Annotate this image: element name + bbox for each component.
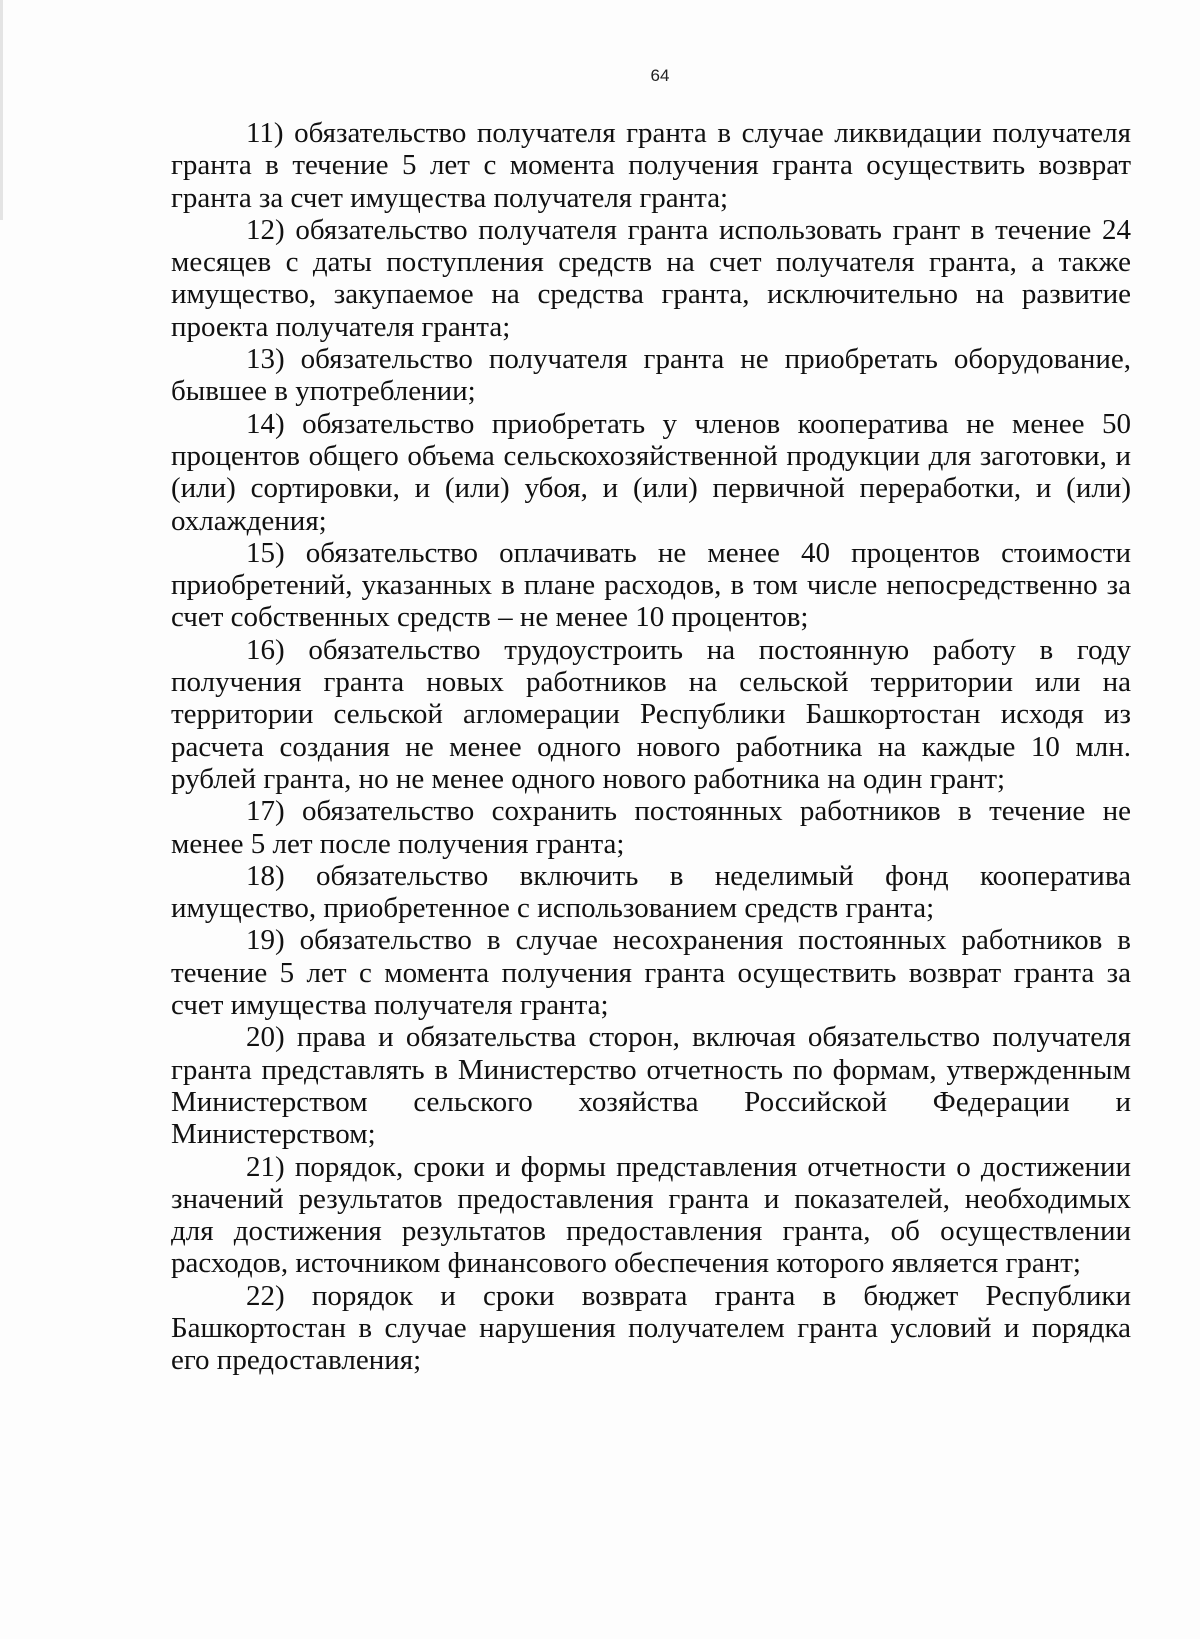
document-body xyxy=(171,117,1131,1377)
list-item: 19) обязательство в случае несохранения постоянных работников в течение 5 лет с момента получения гранта осуществить возврат гранта за счет имущества получателя гранта; xyxy=(171,924,1131,1022)
list-item: 15) обязательство оплачивать не менее 40 процентов стоимости приобретений, указанных в плане расходов, в том числе непосредственно за счет собственных средств – не менее 10 процентов; xyxy=(171,536,1131,634)
list-item: 21) порядок, сроки и формы представления отчетности о достижении значений результатов предоставления гранта и показателей, необходимых для достижения результатов предоставления гранта, об осуществлении расходов, источником финансового обеспечения которого является грант; xyxy=(171,1150,1131,1280)
list-item: 11) обязательство получателя гранта в случае ликвидации получателя гранта в течение 5 лет с момента получения гранта осуществить возврат гранта за счет имущества получателя гранта; xyxy=(171,117,1131,214)
scan-binding-edge xyxy=(0,0,3,220)
list-item: 17) обязательство сохранить постоянных работников в течение не менее 5 лет после получения гранта; xyxy=(171,795,1131,860)
list-item: 20) права и обязательства сторон, включая обязательство получателя гранта представлять в Министерство отчетность по формам, утвержденным Министерством сельского хозяйства Российской Федерации и Министерством; xyxy=(171,1021,1131,1151)
list-item: 14) обязательство приобретать у членов кооператива не менее 50 процентов общего объема сельскохозяйственной продукции для заготовки, и (или) сортировки, и (или) убоя, и (или) первичной переработки, и (или) охлаждения; xyxy=(171,407,1131,537)
list-item: 18) обязательство включить в неделимый фонд кооператива имущество, приобретенное с использованием средств гранта; xyxy=(171,859,1131,925)
list-item: 13) обязательство получателя гранта не приобретать оборудование, бывшее в употреблении; xyxy=(171,343,1131,408)
list-item: 12) обязательство получателя гранта использовать грант в течение 24 месяцев с даты поступления средств на счет получателя гранта, а также имущество, закупаемое на средства гранта, исключительно на развитие проекта получателя гранта; xyxy=(171,213,1131,343)
list-item: 22) порядок и сроки возврата гранта в бюджет Республики Башкортостан в случае нарушения получателем гранта условий и порядка его предоставления; xyxy=(171,1279,1131,1377)
list-item: 16) обязательство трудоустроить на постоянную работу в году получения гранта новых работников на сельской территории или на территории сельской агломерации Республики Башкортостан исходя из расчета создания не менее одного нового работника на каждые 10 млн. рублей гранта, но не менее одного нового работника на один грант; xyxy=(171,633,1131,795)
page-number: 64 xyxy=(650,66,670,85)
